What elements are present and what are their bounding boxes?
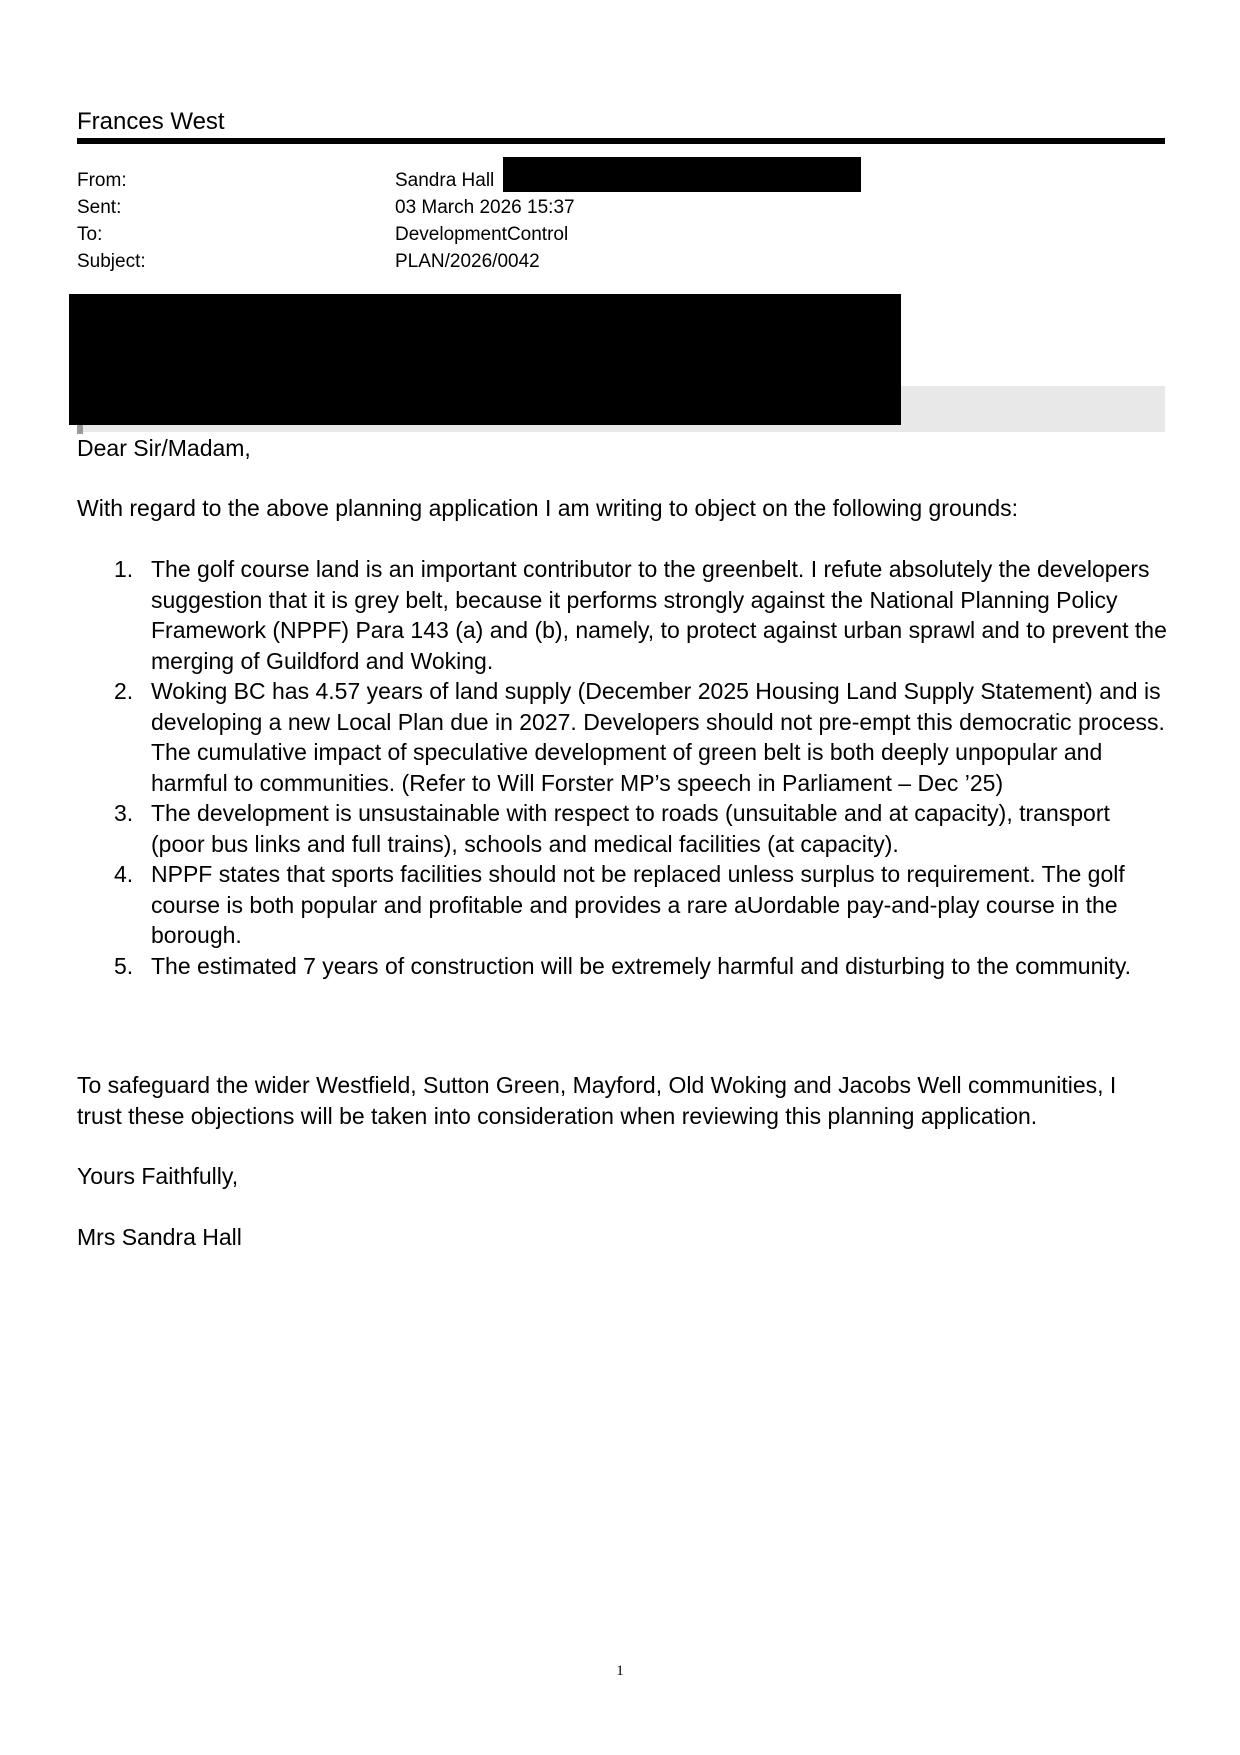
objection-number: 4. [114, 861, 134, 887]
letter-signoff: Yours Faithfully, [77, 1163, 239, 1189]
objection-text: The development is unsustainable with respect to roads (unsuitable and at capacity), transport (poor bus links and full trains), schools and medical facilities (at capacity). [151, 800, 1110, 857]
page-number: 1 [616, 1663, 624, 1679]
subject-row [77, 248, 1165, 276]
objection-text: Woking BC has 4.57 years of land supply (December 2025 Housing Land Supply Statement) and is developing a new Local Plan due in 2027. Developers should not pre-empt this democratic process. The cumulative impact of speculative development of green belt is both deeply unpopular and harmful to communities. (Refer to Will Forster MP’s speech in Parliament – Dec ’25) [151, 678, 1165, 796]
to-row [77, 221, 1165, 249]
objection-item-5 [77, 951, 1167, 982]
from-value: Sandra Hall [395, 170, 495, 191]
objection-number: 5. [114, 952, 134, 979]
letter-intro: With regard to the above planning application I am writing to object on the following grounds: [77, 495, 1019, 521]
sent-row [77, 194, 1165, 222]
to-value: DevelopmentControl [395, 224, 569, 245]
sender-email-redaction [503, 157, 861, 192]
subject-value: PLAN/2026/0042 [395, 251, 540, 272]
objections-list [77, 554, 1167, 981]
objection-text: The golf course land is an important contributor to the greenbelt. I refute absolutely the developers suggestion that it is grey belt, because it performs strongly against the National Planning Policy Framework (NPPF) Para 143 (a) and (b), namely, to protect against urban sprawl and to prevent the merging of Guildford and Woking. [151, 556, 1167, 674]
objection-text: NPPF states that sports facilities should not be replaced unless surplus to requirement. The golf course is both popular and profitable and provides a rare aUordable pay-and-play course in the borough. [151, 861, 1125, 948]
sent-label: Sent: [77, 197, 122, 218]
objection-number: 1. [114, 556, 134, 582]
objection-item-3 [77, 798, 1167, 859]
objection-text: The estimated 7 years of construction will be extremely harmful and disturbing to the community. [151, 952, 1132, 979]
to-label: To: [77, 224, 103, 245]
subject-label: Subject: [77, 251, 146, 272]
objection-item-1 [77, 554, 1167, 676]
letter-signature: Mrs Sandra Hall [77, 1224, 242, 1250]
sent-value: 03 March 2026 15:37 [395, 197, 575, 218]
objection-number: 3. [114, 800, 134, 826]
objection-item-4 [77, 859, 1167, 951]
document-owner-name: Frances West [77, 108, 225, 135]
header-divider [77, 138, 1165, 144]
objection-number: 2. [114, 678, 134, 704]
objection-item-2 [77, 676, 1167, 798]
body-redaction-block [69, 294, 901, 425]
letter-closing: To safeguard the wider Westfield, Sutton Green, Mayford, Old Woking and Jacobs Well communities, I trust these objections will be taken into consideration when reviewing this planning application. [77, 1072, 1117, 1129]
letter-greeting: Dear Sir/Madam, [77, 435, 251, 461]
from-label: From: [77, 170, 127, 191]
